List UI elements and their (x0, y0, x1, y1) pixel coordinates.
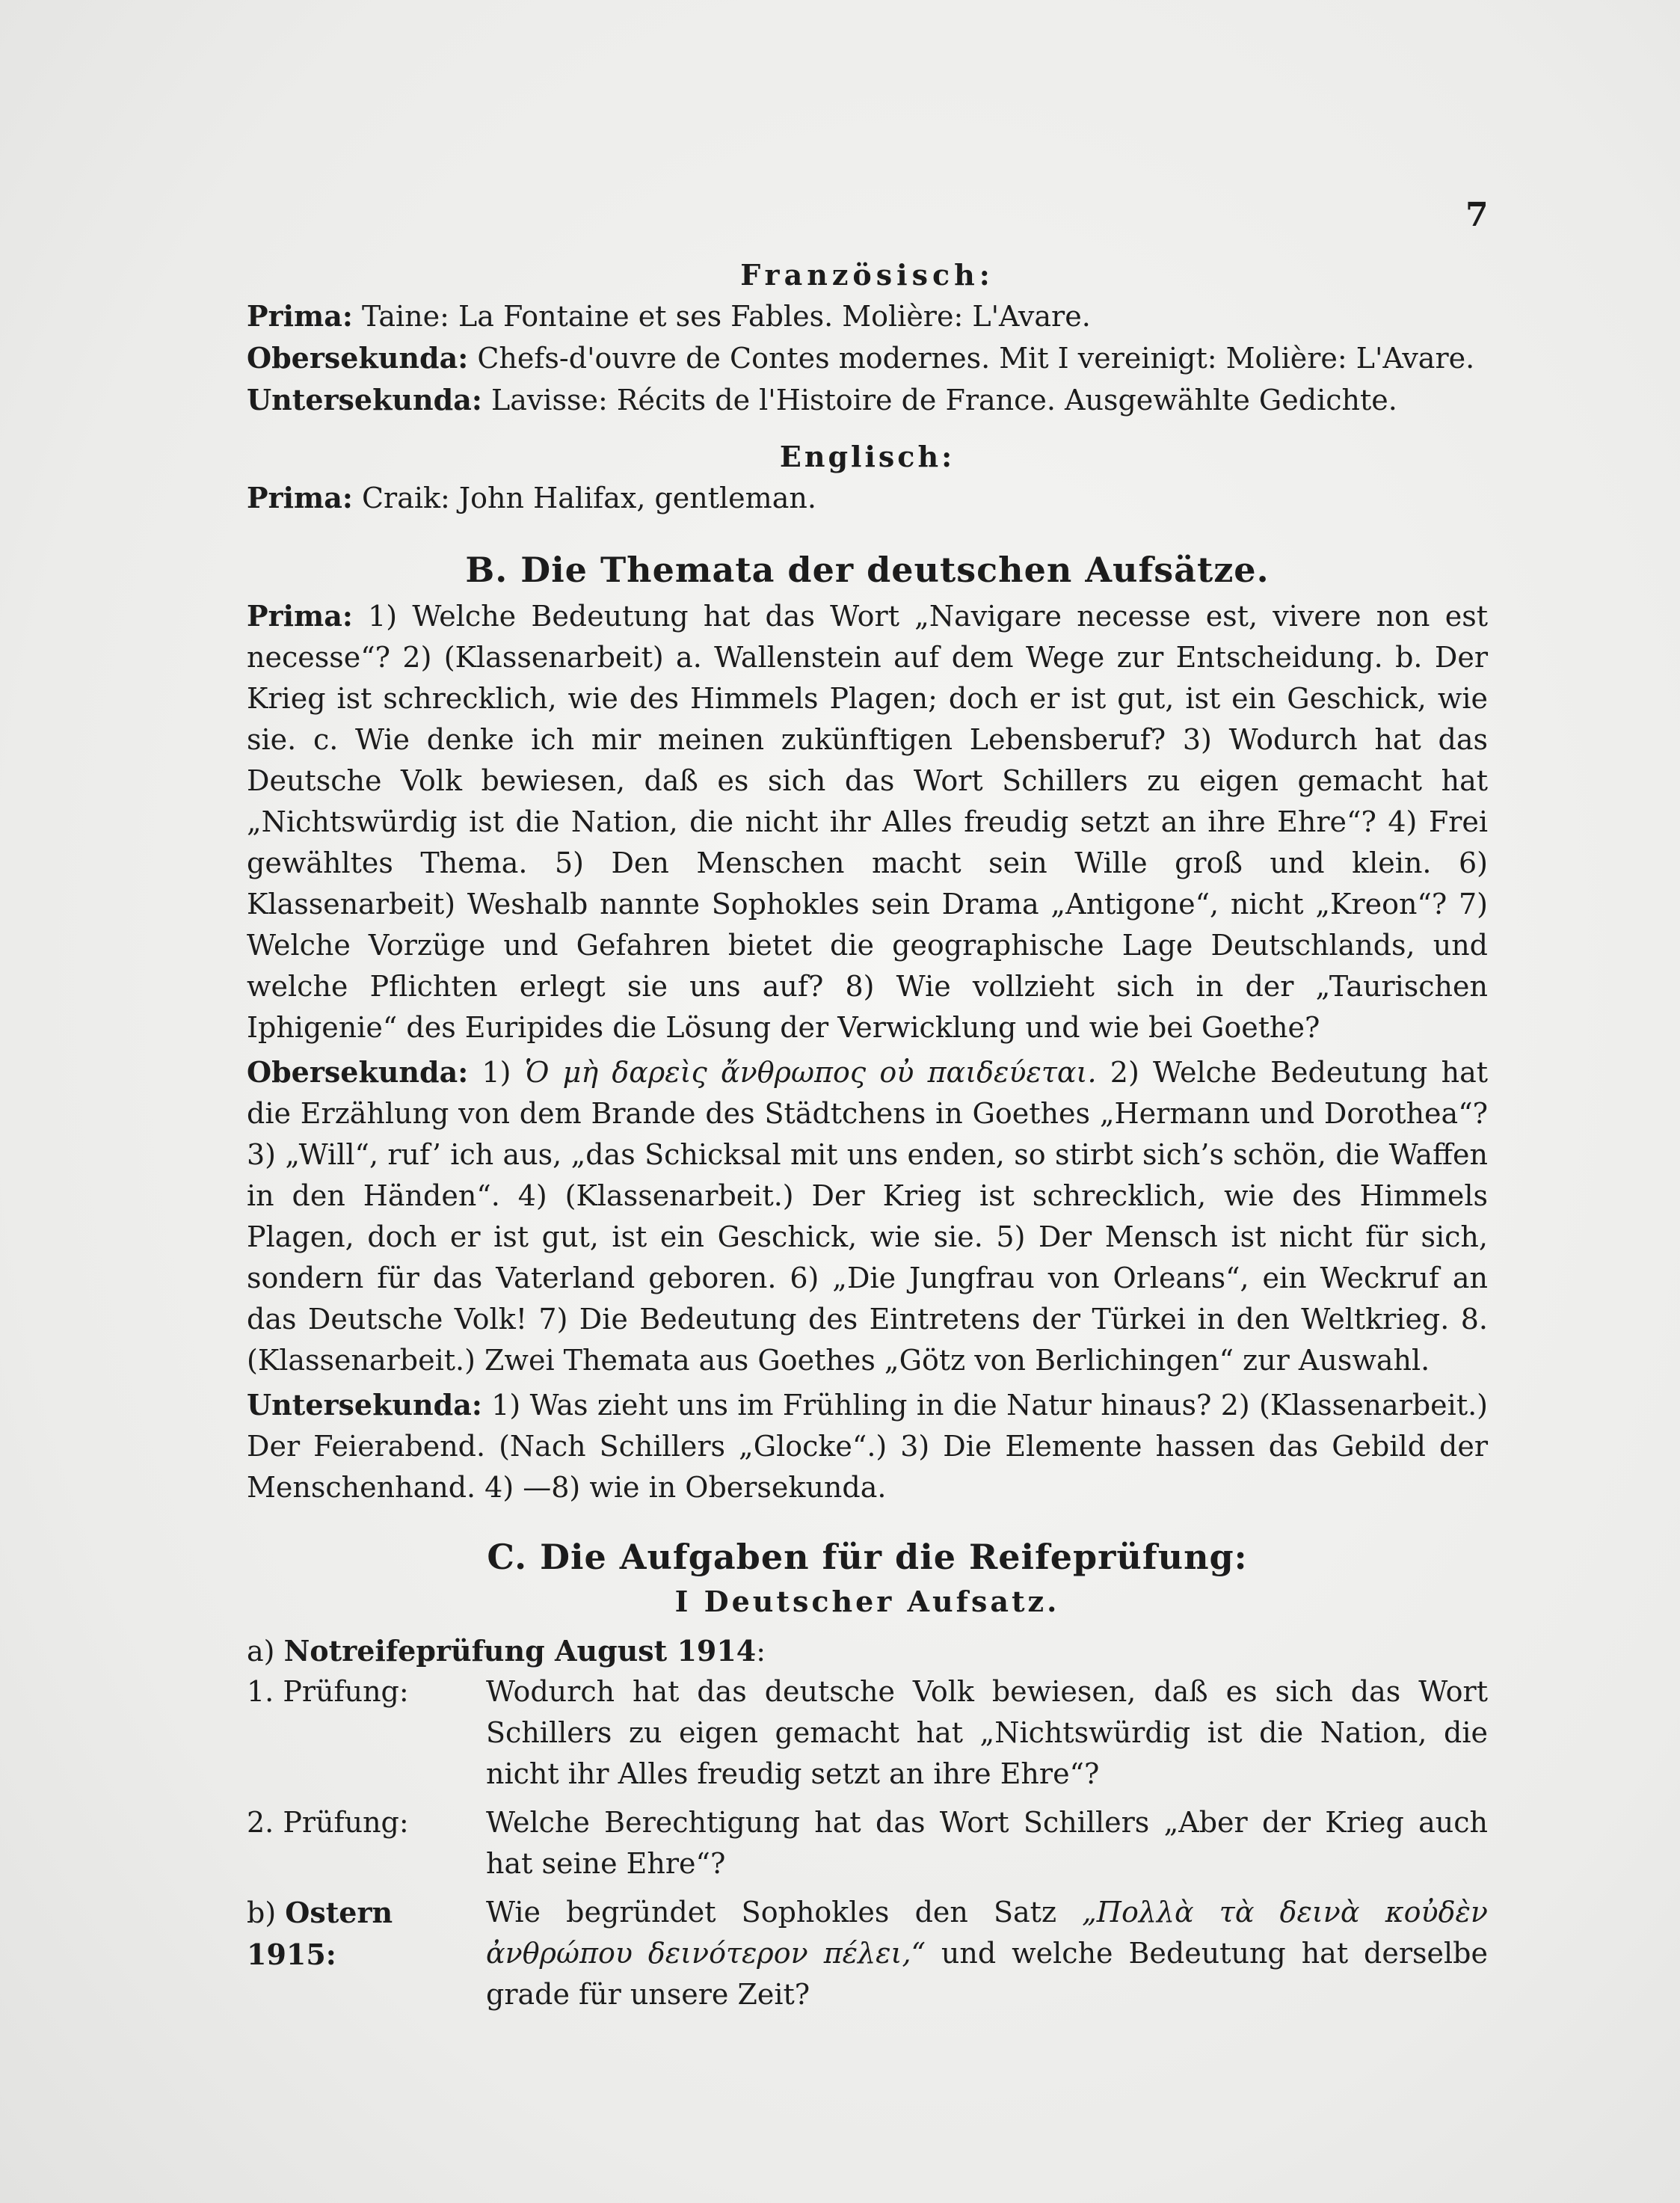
french-section (247, 254, 1488, 421)
pruefung-2-label: 2. Prüfung: (247, 1806, 409, 1839)
french-line-untersekunda (247, 379, 1488, 421)
section-c-pruefung-2 (247, 1802, 1488, 1884)
section-b-ober-label: Obersekunda: (247, 1055, 469, 1089)
section-c-b-text (486, 1892, 1488, 2015)
section-c-b-greek: „Πολλὰ τὰ δεινὰ κοὐδὲν ἀνθρώπου δεινότερον πέλει,“ (486, 1896, 1488, 1970)
english-heading: Englisch: (779, 440, 956, 473)
section-c-b-text2: und welche Bedeutung hat derselbe grade für unsere Zeit? (486, 1937, 1488, 2011)
section-b-unter-label: Untersekunda: (247, 1388, 482, 1422)
section-c-subheading: I Deutscher Aufsatz. (674, 1585, 1060, 1618)
french-ober-text: Chefs-d'ouvre de Contes modernes. Mit I vereinigt: Molière: L'Avare. (468, 342, 1475, 375)
section-c-b (247, 1892, 1488, 2015)
section-c-a (247, 1630, 1488, 1672)
section-c-b-text1: Wie begründet Sophokles den Satz (486, 1896, 1083, 1929)
french-unter-text: Lavisse: Récits de l'Histoire de France. Ausgewählte Gedichte. (481, 384, 1397, 417)
french-prima-label: Prima: (247, 299, 353, 333)
section-b-heading: B. Die Themata der deutschen Aufsätze. (465, 550, 1270, 590)
section-b-prima-label: Prima: (247, 599, 353, 633)
french-ober-label: Obersekunda: (247, 341, 469, 375)
french-line-prima (247, 295, 1488, 337)
section-c-a-label: Notreifeprüfung August 1914 (283, 1634, 757, 1668)
page-number: 7 (1465, 196, 1489, 234)
section-b-untersekunda (247, 1384, 1488, 1508)
section-b-prima-text: 1) Welche Bedeutung hat das Wort „Navigare necesse est, vivere non est necesse“? 2) (Klassenarbeit) a. Wallenstein auf dem Wege zur Entscheidung. b. Der Krieg ist schrecklich, wie des Himmels Plagen; doch er ist gut, ist ein Geschick, wie sie. c. Wie denke ich mir meinen zukünftigen Lebensberuf? 3) Wodurch hat das Deutsche Volk bewiesen, daß es sich das Wort Schillers zu eigen gemacht hat „Nichtswürdig ist die Nation, die nicht ihr Alles freudig setzt an ihre Ehre“? 4) Frei gewähltes Thema. 5) Den Menschen macht sein Wille groß und klein. 6) Klassenarbeit) Weshalb nannte Sophokles sein Drama „Antigone“, nicht „Kreon“? 7) Welche Vorzüge und Gefahren bietet die geographische Lage Deutschlands, und welche Pflichten erlegt sie uns auf? 8) Wie vollzieht sich in der „Taurischen Iphigenie“ des Euripides die Lösung der Verwicklung und wie bei Goethe? (247, 600, 1488, 1044)
section-c-a-suffix: : (756, 1635, 766, 1668)
section-b-ober-greek: Ὁ μὴ δαρεὶς ἄνθρωπος οὐ παιδεύεται. (524, 1056, 1097, 1089)
french-heading: Französisch: (740, 258, 994, 292)
pruefung-2-text: Welche Berechtigung hat das Wort Schillers „Aber der Krieg auch hat seine Ehre“? (486, 1806, 1488, 1880)
section-c (247, 1537, 1488, 1622)
pruefung-1-label: 1. Prüfung: (247, 1675, 409, 1708)
section-b-obersekunda (247, 1051, 1488, 1381)
english-section (247, 436, 1488, 519)
section-c-b-prefix: b) (247, 1896, 286, 1929)
section-c-b-label: Ostern 1915: (247, 1896, 393, 1971)
english-prima-text: Craik: John Halifax, gentleman. (352, 482, 816, 514)
section-b (247, 550, 1488, 1508)
section-c-a-prefix: a) (247, 1635, 284, 1668)
section-b-ober-prefix: 1) (468, 1056, 525, 1089)
section-b-prima (247, 595, 1488, 1048)
french-unter-label: Untersekunda: (247, 383, 482, 417)
pruefung-1-text: Wodurch hat das deutsche Volk bewiesen, daß es sich das Wort Schillers zu eigen gemacht hat „Nichtswürdig ist die Nation, die nicht ihr Alles freudig setzt an ihre Ehre“? (486, 1675, 1488, 1790)
english-prima-label: Prima: (247, 481, 353, 514)
section-b-ober-text: 2) Welche Bedeutung hat die Erzählung von dem Brande des Städtchens in Goethes „Hermann und Dorothea“? 3) „Will“, ruf’ ich aus, „das Schicksal mit uns enden, so stirbt sich’s schön, die Waffen in den Händen“. 4) (Klassenarbeit.) Der Krieg ist schrecklich, wie des Himmels Plagen, doch er ist gut, ist ein Geschick, wie sie. 5) Der Mensch ist nicht für sich, sondern für das Vaterland geboren. 6) „Die Jungfrau von Orleans“, ein Weckruf an das Deutsche Volk! 7) Die Bedeutung des Eintretens der Türkei in den Weltkrieg. 8. (Klassenarbeit.) Zwei Themata aus Goethes „Götz von Berlichingen“ zur Auswahl. (247, 1056, 1488, 1377)
section-b-unter-text: 1) Was zieht uns im Frühling in die Natur hinaus? 2) (Klassenarbeit.) Der Feierabend. (Nach Schillers „Glocke“.) 3) Die Elemente hassen das Gebild der Menschenhand. 4) —8) wie in Obersekunda. (247, 1389, 1488, 1504)
french-line-obersekunda (247, 337, 1488, 379)
section-c-pruefung-1 (247, 1671, 1488, 1795)
section-c-b-label-wrap (247, 1892, 471, 1976)
section-c-heading: C. Die Aufgaben für die Reifeprüfung: (487, 1537, 1248, 1577)
french-prima-text: Taine: La Fontaine et ses Fables. Molière: L'Avare. (352, 300, 1091, 333)
english-line-prima (247, 477, 1488, 519)
